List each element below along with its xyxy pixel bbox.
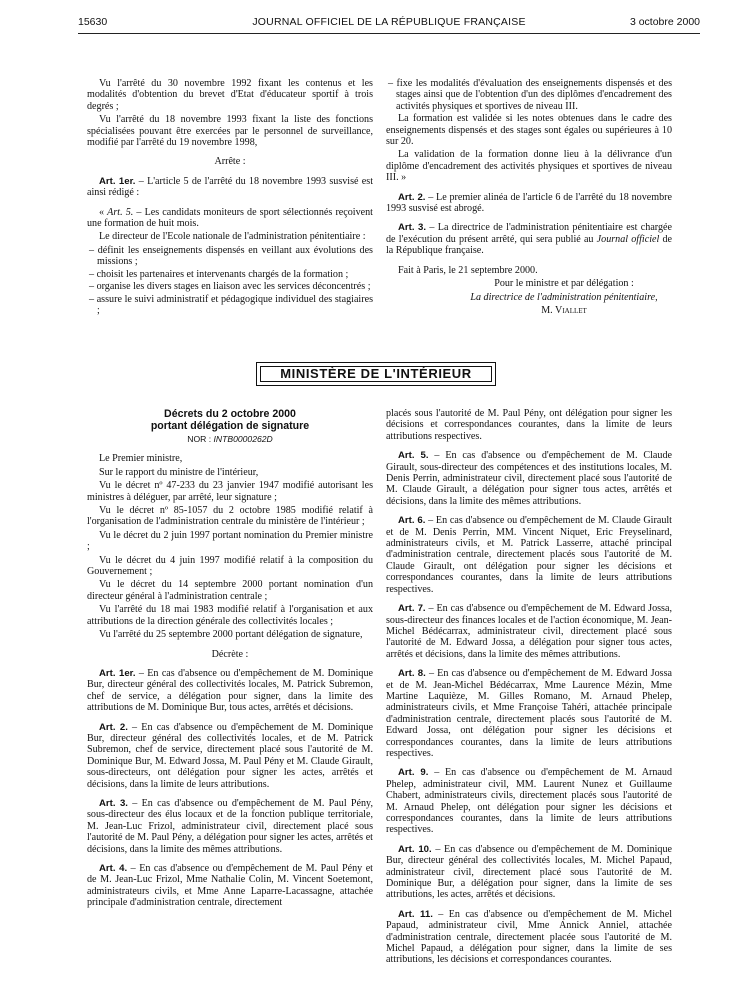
visa-paragraph: Vu l'arrêté du 30 novembre 1992 fixant les contenus et les modalités d'obtention du brevet d'Etat d'éducateur sportif à trois degrés ;	[87, 78, 373, 112]
top-left-column	[87, 78, 373, 317]
ministry-heading: MINISTÈRE DE L'INTÉRIEUR	[260, 366, 492, 382]
article-number: Art. 2.	[398, 191, 426, 203]
signature-line: Pour le ministre et par délégation :	[494, 278, 634, 290]
body-paragraph: La validation de la formation donne lieu à la délivrance d'un diplôme d'encadrement des activités physiques et sportives de niveau III. »	[386, 149, 672, 184]
page-header	[78, 16, 700, 30]
signatory-name: M. Viallet	[541, 304, 587, 316]
article-text: – Le premier alinéa de l'article 6 de l'arrêté du 18 novembre 1993 susvisé est abrogé.	[386, 191, 672, 215]
ministry-heading-box	[256, 362, 496, 386]
article-number: Art. 2.	[99, 721, 128, 733]
decree-title-line: Décrets du 2 octobre 2000	[164, 408, 296, 420]
article-8	[386, 668, 672, 759]
article-continuation: placés sous l'autorité de M. Paul Pény, ont délégation pour signer les décisions et correspondances courantes, dans la limite de leurs attributions respectives.	[386, 408, 672, 442]
dash-list-item: – assure le suivi administratif et pédagogique individuel des stagiaires ;	[89, 293, 373, 316]
article-text: – Les candidats moniteurs de sport sélectionnés reçoivent une formation de huit mois.	[87, 206, 373, 230]
article-1	[87, 176, 373, 199]
dash-list-item: – choisit les partenaires et intervenants chargés de la formation ;	[89, 268, 349, 280]
decree-title-line: portant délégation de signature	[150, 420, 310, 432]
article-9	[386, 767, 672, 835]
article-7	[386, 603, 672, 660]
header-rule	[78, 33, 700, 34]
article-4	[87, 863, 373, 909]
article-number: Art. 4.	[99, 863, 128, 874]
article-text: de la République française.	[386, 233, 673, 257]
article-5	[386, 450, 672, 507]
article-text: – En cas d'absence ou d'empêchement de M. Dominique Bur, directeur général des collectivités locales, M. Patrick Subremon, chef de service, a délégation pour signer, dans la limite des attributions de M. Dominique Bur, tous actes, arrêtés et décisions.	[87, 667, 373, 714]
issue-date: 3 octobre 2000	[629, 16, 700, 28]
visa-paragraph: Vu le décret du 4 juin 1997 modifié relatif à la composition du Gouvernement ;	[87, 554, 373, 578]
article-text: – En cas d'absence ou d'empêchement de M. Paul Pény et de M. Jean-Luc Frizol, Mme Nathalie Colin, M. Vincent Soetemont, administrateurs civils, et Mme Anne Laparre-Lacassagne, attachée principale d'administration centrale, directement	[87, 863, 373, 909]
dash-list-item: – organise les divers stages en liaison avec les services déconcentrés ;	[89, 281, 371, 293]
visa-paragraph: Vu l'arrêté du 18 mai 1983 modifié relatif à l'organisation et aux attributions de la direction générale des collectivités locales ;	[87, 604, 373, 627]
article-text: – En cas d'absence ou d'empêchement de M. Claude Girault et de M. Denis Perrin, MM. Vincent Niquet, Eric Freyselinard, administrateurs civils, et M. Patrick Lasserre, attaché principal d'administration centrale, directement placés sous l'autorité de M. Claude Girault, ont délégation pour signer les décisions et correspondances courantes, dans la limite de leurs attributions respectives.	[386, 515, 672, 595]
visa-paragraph: Vu le décret du 2 juin 1997 portant nomination du Premier ministre ;	[87, 529, 373, 553]
bottom-left-column	[87, 408, 373, 911]
article-number: Art. 10.	[398, 843, 432, 855]
article-6	[386, 515, 672, 595]
dash-list-item: – fixe les modalités d'évaluation des enseignements dispensés et des stages ainsi que de l'obtention d'un des diplômes d'encadrement des activités physiques et sportives de niveau III.	[388, 78, 672, 112]
article-2	[87, 722, 373, 790]
visa-paragraph: Vu le décret nº 85-1057 du 2 octobre 1985 modifié relatif à l'organisation de l'administration centrale du ministère de l'intérieur ;	[87, 505, 373, 528]
article-text: – En cas d'absence ou d'empêchement de M. Claude Girault, sous-directeur des compétences et des institutions locales, M. Denis Perrin, administrateur civil, directement placé sous l'autorité de M. Claude Girault, a délégation pour signer tous actes, arrêtés et décisions, dans la limite des mêmes attributions.	[386, 450, 672, 507]
article-number: Art. 6.	[398, 515, 426, 527]
article-text: – En cas d'absence ou d'empêchement de M. Edward Jossa et de M. Jean-Michel Bédécarrax, Mme Laurence Mézin, Mme Martine Laquièze, M. Gilles Romano, M. Arnaud Phelep, administrateurs civils, et Mme Françoise Tahéri, attachée principale d'administration centrale, directement placés sous l'autorité de M. Edward Jossa, ont délégation pour signer les décisions et correspondances courantes, dans la limite de leurs attributions respectives.	[386, 668, 672, 759]
decrete-heading: Décrète :	[211, 648, 249, 660]
journal-title: JOURNAL OFFICIEL DE LA RÉPUBLIQUE FRANÇAISE	[252, 16, 526, 28]
article-text: – En cas d'absence ou d'empêchement de M. Arnaud Phelep, administrateur civil, MM. Laurent Nunez et Guillaume Chabert, administrateurs civils, directement placés sous l'autorité de M. Arnaud Phelep, ont délégation pour signer les décisions et correspondances courantes, dans la limite de leurs attributions respectives.	[386, 767, 672, 836]
article-1	[87, 668, 373, 714]
article-number: Art. 9.	[398, 767, 429, 779]
arrete-heading: Arrête :	[214, 156, 246, 168]
article-5-quote	[87, 207, 373, 230]
article-11	[386, 909, 672, 966]
article-text: – En cas d'absence ou d'empêchement de M. Edward Jossa, sous-directeur des finances locales et de l'action économique, M. Jean-Michel Bédécarrax, administrateur civil, directement placé sous l'autorité de M. Edward Jossa, a délégation pour signer tous actes, arrêtés et décisions, dans la limite des mêmes attributions.	[386, 603, 672, 660]
article-number: Art. 7.	[398, 603, 426, 615]
signature-role-text: La directrice de l'administration pénitentiaire,	[470, 291, 658, 303]
article-3	[386, 222, 672, 256]
article-number: Art. 5.	[398, 450, 429, 462]
article-number: Art. 1er.	[99, 667, 136, 679]
article-number: Art. 1er.	[99, 175, 136, 187]
quote-mark: «	[99, 206, 108, 218]
article-text: – En cas d'absence ou d'empêchement de M. Dominique Bur, directeur général des collectivités locales, et de M. Patrick Subremon, chef de service, directement placé sous l'autorité de M. Dominique Bur, M. Edward Jossa, M. Paul Pény et M. Claude Girault, sous-directeurs, ont délégation pour signer les actes, arrêtés et décisions, dans la limite de leurs attributions.	[87, 721, 373, 790]
dash-list-item: – définit les enseignements dispensés en veillant aux évolutions des missions ;	[89, 244, 373, 268]
nor-code: INTB0000262D	[213, 434, 273, 444]
nor-label: NOR :	[187, 434, 214, 444]
visa-paragraph: Vu le décret du 14 septembre 2000 portant nomination d'un directeur général à l'administration centrale ;	[87, 579, 373, 602]
article-number: Art. 3.	[99, 797, 128, 809]
fait-line: Fait à Paris, le 21 septembre 2000.	[398, 264, 538, 276]
preamble-line: Le Premier ministre,	[99, 453, 183, 465]
article-text: – En cas d'absence ou d'empêchement de M. Dominique Bur, directeur général des collectivités locales, M. Michel Papaud, administrateur civil, directement placé sous l'autorité de M. Dominique Bur, a délégation pour signer, dans la limite de ses attributions, les actes, arrêtés et décisions.	[386, 843, 672, 901]
article-number: Art. 11.	[398, 908, 433, 920]
article-text: – En cas d'absence ou d'empêchement de M. Michel Papaud, administrateur civil, Mme Annick Anniel, attachée d'administration centrale, directement placée sous l'autorité de M. Michel Papaud, a délégation pour signer, dans la limite de ses attributions, les décisions et correspondances courantes.	[386, 908, 672, 966]
journal-name: Journal officiel	[596, 233, 660, 245]
bottom-right-column	[386, 408, 672, 968]
article-10	[386, 844, 672, 901]
visa-paragraph: Vu l'arrêté du 18 novembre 1993 fixant la liste des fonctions spécialisées pouvant être exercées par le personnel de surveillance, modifié par l'arrêté du 19 novembre 1998,	[87, 114, 373, 149]
page-number: 15630	[78, 16, 108, 28]
nor-reference	[87, 434, 373, 445]
article-number: Art. 3.	[398, 222, 427, 234]
directeur-paragraph: Le directeur de l'Ecole nationale de l'administration pénitentiaire :	[99, 231, 366, 243]
signature-role	[386, 292, 672, 303]
article-label: Art. 5.	[107, 206, 134, 218]
visa-paragraph: Vu l'arrêté du 25 septembre 2000 portant délégation de signature,	[99, 629, 363, 641]
article-number: Art. 8.	[398, 668, 426, 680]
article-text: – La directrice de l'administration pénitentiaire est chargée de l'exécution du présent arrêté, qui sera publié au	[386, 222, 672, 245]
top-right-column	[386, 78, 672, 318]
article-text: – L'article 5 de l'arrêté du 18 novembre 1993 susvisé est ainsi rédigé :	[87, 175, 373, 199]
article-2	[386, 192, 672, 215]
article-3	[87, 798, 373, 855]
visa-paragraph: Vu le décret nº 47-233 du 23 janvier 1947 modifié autorisant les ministres à déléguer, par arrêté, leur signature ;	[87, 480, 373, 503]
preamble-line: Sur le rapport du ministre de l'intérieur,	[99, 466, 259, 478]
body-paragraph: La formation est validée si les notes obtenues dans le cadre des enseignements dispensés et des stages sont égales ou supérieures à 10 sur 20.	[386, 113, 672, 148]
article-text: – En cas d'absence ou d'empêchement de M. Paul Pény, sous-directeur des élus locaux et de la fonction publique territoriale, M. Jean-Luc Frizol, administrateur civil, directement placé sous l'autorité de M. Paul Pény, a délégation pour signer les actes, arrêtés et décisions, dans la limite des mêmes attributions.	[87, 797, 373, 855]
decree-title	[87, 408, 373, 432]
